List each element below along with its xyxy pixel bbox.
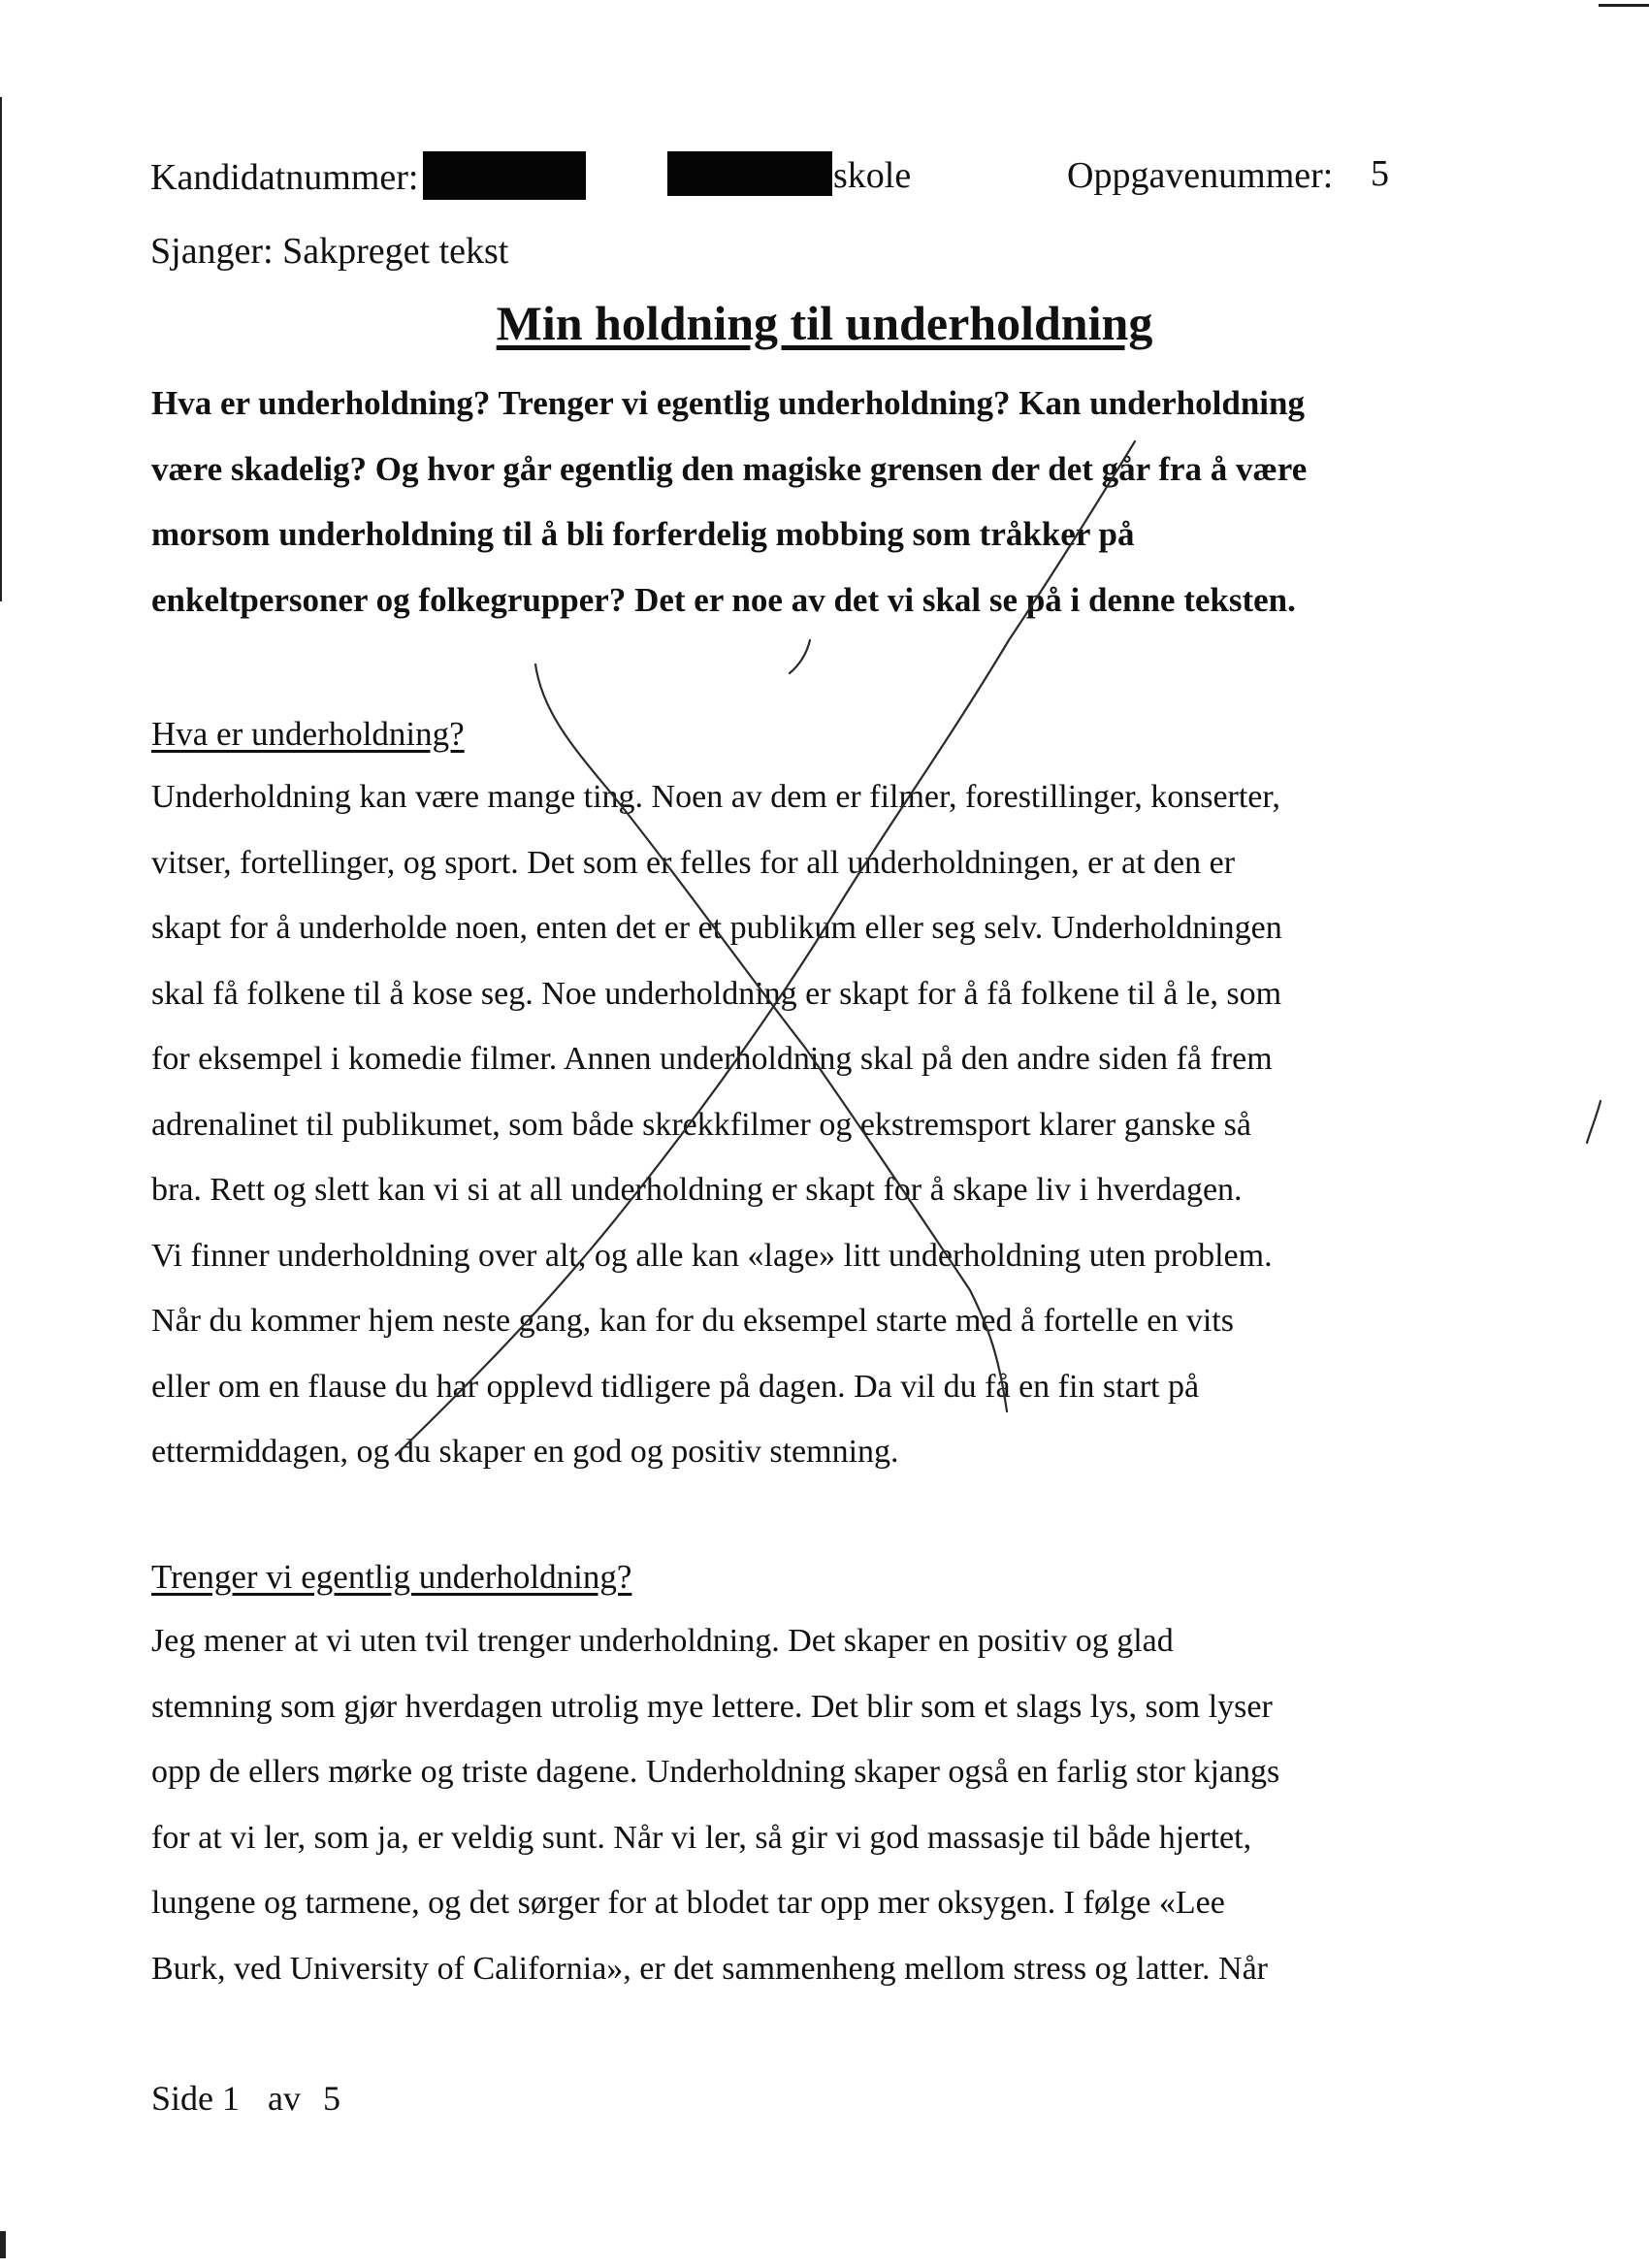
candidate-number-redaction <box>423 151 586 200</box>
task-number-value: 5 <box>1371 153 1389 194</box>
page-title: Min holdning til underholdning <box>496 296 1153 350</box>
text-line: adrenalinet til publikumet, som både skrekkfilmer og ekstremsport klarer ganske så <box>151 1106 1251 1143</box>
text-line: Underholdning kan være mange ting. Noen av dem er filmer, forestillinger, konserter, <box>151 779 1280 815</box>
footer-side-label: Side <box>151 2079 214 2118</box>
text-line: vitser, fortellinger, og sport. Det som er felles for all underholdningen, er at den er <box>151 844 1236 881</box>
text-line: Vi finner underholdning over alt, og alle kan «lage» litt underholdning uten problem. <box>151 1237 1273 1274</box>
intro-line: enkeltpersoner og folkegrupper? Det er noe av det vi skal se på i denne teksten. <box>151 580 1296 619</box>
text-line: skapt for å underholde noen, enten det er et publikum eller seg selv. Underholdningen <box>151 910 1282 946</box>
pencil-tick-mark <box>790 640 810 673</box>
section-paragraph <box>151 1608 1456 2001</box>
section-heading: Trenger vi egentlig underholdning? <box>151 1558 632 1596</box>
text-line: ettermiddagen, og du skaper en god og positiv stemning. <box>151 1434 899 1470</box>
school-label: skole <box>833 155 912 196</box>
intro-line: Hva er underholdning? Trenger vi egentlig underholdning? Kan underholdning <box>151 384 1305 422</box>
school-name-redaction <box>667 151 832 196</box>
section-heading: Hva er underholdning? <box>151 715 465 753</box>
text-line: opp de ellers mørke og triste dagene. Underholdning skaper også en farlig stor kjangs <box>151 1754 1280 1790</box>
text-line: for eksempel i komedie filmer. Annen underholdning skal på den andre siden få frem <box>151 1041 1273 1077</box>
scan-corner-mark <box>0 2231 6 2258</box>
intro-line: være skadelig? Og hvor går egentlig den magiske grensen der det går fra å være <box>151 449 1308 488</box>
genre-line: Sjanger: Sakpreget tekst <box>150 231 509 272</box>
text-line: Jeg mener at vi uten tvil trenger underholdning. Det skaper en positiv og glad <box>151 1623 1174 1659</box>
footer-av-label: av <box>268 2079 301 2118</box>
footer-total-pages: 5 <box>323 2079 340 2118</box>
text-line: for at vi ler, som ja, er veldig sunt. Når vi ler, så gir vi god massasje til både hjertet, <box>151 1819 1252 1856</box>
intro-line: morsom underholdning til å bli forferdelig mobbing som tråkker på <box>151 515 1135 553</box>
text-line: stemning som gjør hverdagen utrolig mye lettere. Det blir som et slags lys, som lyser <box>151 1688 1273 1725</box>
text-line: lungene og tarmene, og det sørger for at blodet tar opp mer oksygen. I følge «Lee <box>151 1885 1225 1921</box>
scan-margin-line <box>0 97 2 601</box>
candidate-number-label: Kandidatnummer: <box>150 157 419 198</box>
scan-corner-mark <box>1599 4 1649 7</box>
pencil-margin-mark <box>1587 1101 1600 1143</box>
text-line: eller om en flause du har opplevd tidligere på dagen. Da vil du få en fin start på <box>151 1368 1200 1405</box>
section-paragraph <box>151 764 1456 1485</box>
task-number-label: Oppgavenummer: <box>1067 155 1334 196</box>
text-line: bra. Rett og slett kan vi si at all underholdning er skapt for å skape liv i hverdagen. <box>151 1172 1243 1208</box>
footer-page-number: 1 <box>222 2079 241 2118</box>
text-line: Når du kommer hjem neste gang, kan for du eksempel starte med å fortelle en vits <box>151 1303 1234 1339</box>
text-line: skal få folkene til å kose seg. Noe underholdning er skapt for å få folkene til å le, som <box>151 975 1282 1012</box>
intro-paragraph <box>151 371 1451 632</box>
page-footer <box>151 2078 340 2119</box>
text-line: Burk, ved University of California», er det sammenheng mellom stress og latter. Når <box>151 1950 1269 1987</box>
